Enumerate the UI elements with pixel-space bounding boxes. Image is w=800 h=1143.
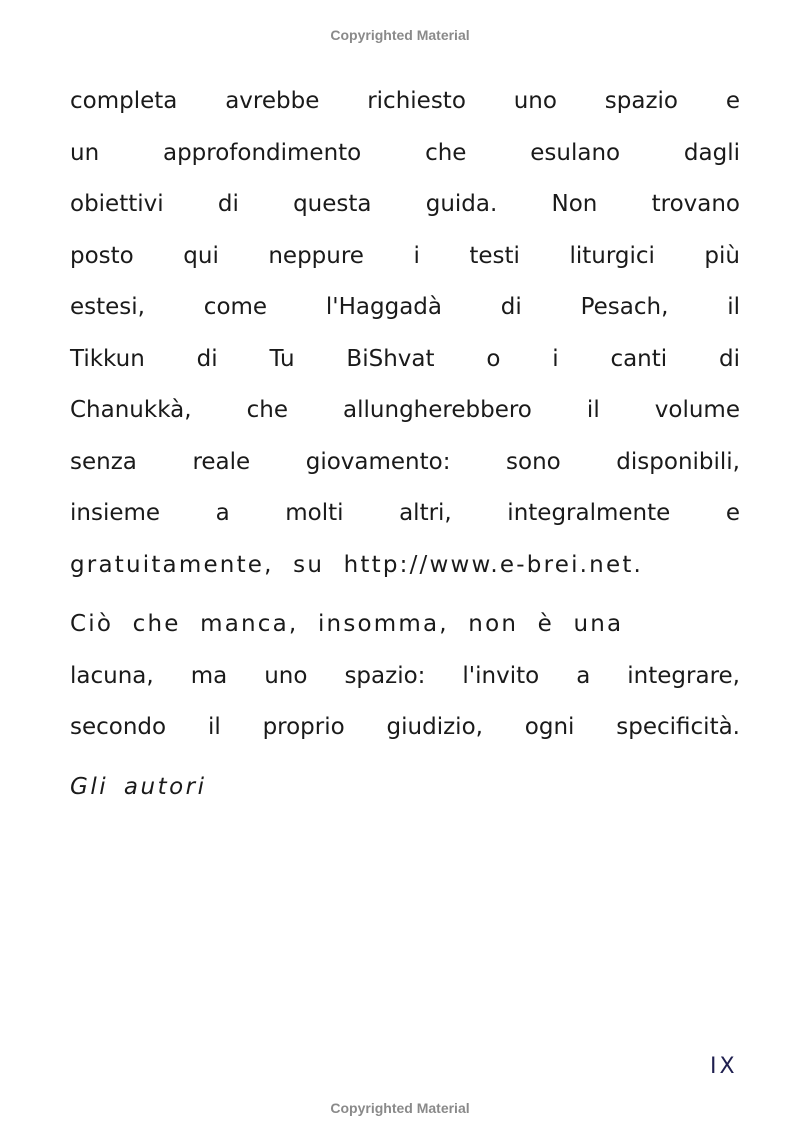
text-line: secondo il proprio giudizio, ogni specificità. (70, 714, 740, 740)
copyright-watermark-bottom: Copyrighted Material (330, 1100, 470, 1116)
body-text (70, 84, 740, 804)
paragraph-2 (70, 607, 740, 762)
text-line: senza reale giovamento: sono disponibili, (70, 448, 740, 475)
text-line: un approfondimento che esulano dagli (70, 139, 740, 166)
text-line: gratuitamente, su http://www.e-brei.net. (70, 551, 644, 578)
page-number: IX (710, 1054, 738, 1079)
text-line: lacuna, ma uno spazio: l'invito a integrare, (70, 662, 740, 689)
text-line: Tikkun di Tu BiShvat o i canti di (70, 345, 740, 372)
signature: Gli autori (70, 773, 207, 800)
text-line: obiettivi di questa guida. Non trovano (70, 191, 740, 217)
text-line: completa avrebbe richiesto uno spazio e (70, 88, 740, 114)
text-line: insieme a molti altri, integralmente e (70, 500, 740, 526)
text-line: Chanukkà, che allungherebbero il volume (70, 397, 740, 423)
text-line: posto qui neppure i testi liturgici più (70, 242, 740, 269)
text-line: Ciò che manca, insomma, non è una (70, 611, 624, 637)
text-line: estesi, come l'Haggadà di Pesach, il (70, 294, 740, 320)
paragraph-gap (70, 599, 740, 607)
copyright-watermark-top: Copyrighted Material (330, 27, 470, 43)
paragraph-1 (70, 84, 740, 599)
